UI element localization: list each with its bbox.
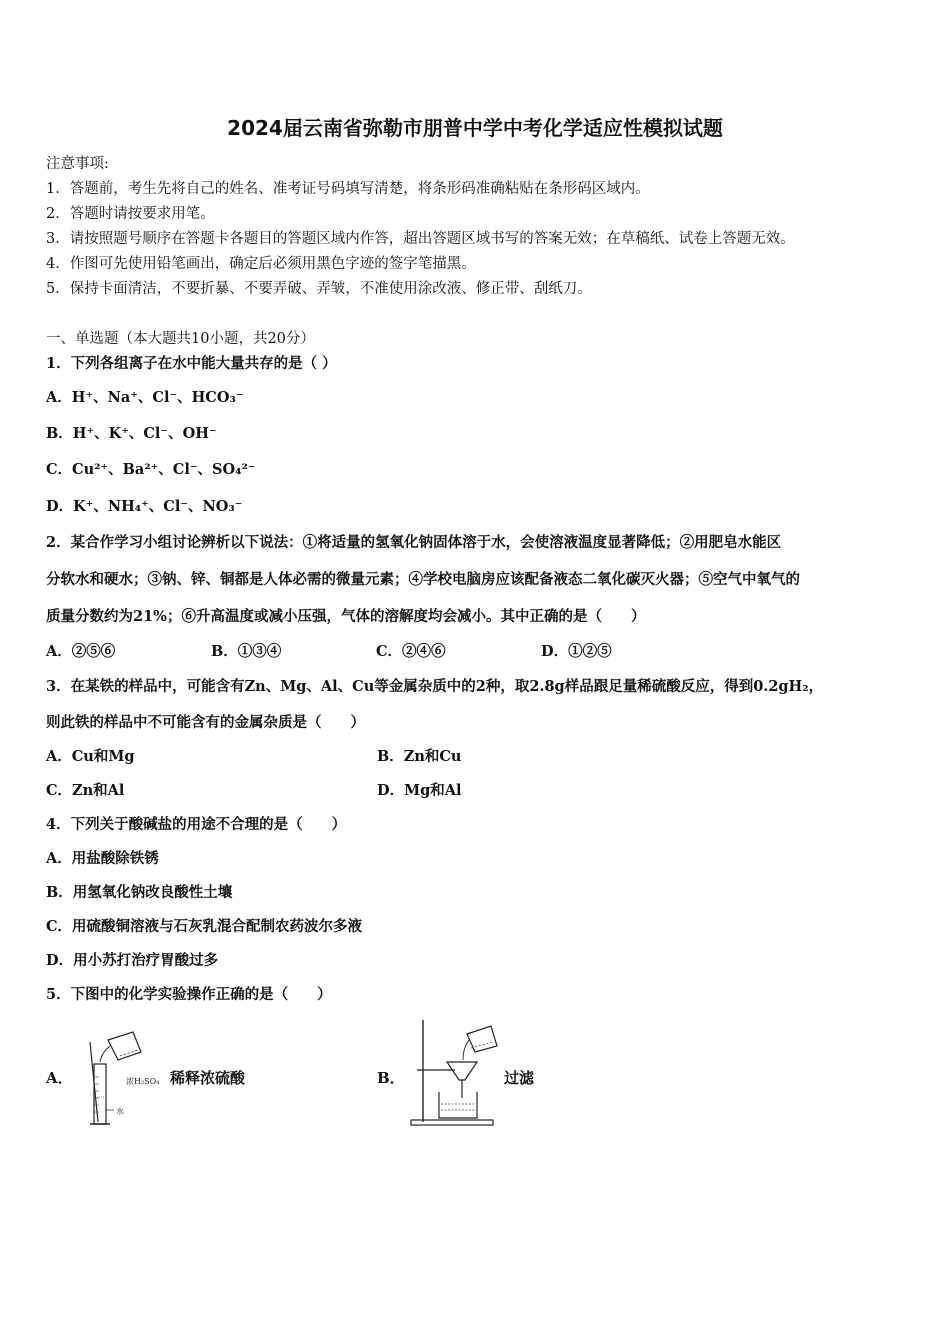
acid-label: 浓H₂SO₄ <box>126 1077 160 1086</box>
question-4-stem: 4．下列关于酸碱盐的用途不合理的是（ ） <box>46 816 347 833</box>
question-1-option-d: D．K⁺、NH₄⁺、Cl⁻、NO₃⁻ <box>46 498 243 515</box>
question-3-line: 则此铁的样品中不可能含有的金属杂质是（ ） <box>46 714 365 731</box>
notice-item: 1．答题前，考生先将自己的姓名、准考证号码填写清楚，将条形码准确粘贴在条形码区域内。 <box>46 181 650 197</box>
dilute-acid-figure <box>78 1022 158 1130</box>
question-4-option-c: C．用硫酸铜溶液与石灰乳混合配制农药波尔多液 <box>46 918 363 935</box>
question-1-stem: 1．下列各组离子在水中能大量共存的是（ ） <box>46 355 337 372</box>
question-3-options-row <box>46 779 708 800</box>
question-5-option-a-letter: A． <box>46 1069 73 1087</box>
notice-item: 4．作图可先使用铅笔画出，确定后必须用黑色字迹的签字笔描黑。 <box>46 256 476 272</box>
notice-heading: 注意事项: <box>46 156 109 172</box>
question-2-line: 分软水和硬水；③钠、锌、铜都是人体必需的微量元素；④学校电脑房应该配备液态二氧化碳灭火器；⑤空气中氧气的 <box>46 571 800 588</box>
question-4-option-d: D．用小苏打治疗胃酸过多 <box>46 952 219 969</box>
question-3-option-d: D．Mg和Al <box>377 782 462 799</box>
question-5-stem: 5．下图中的化学实验操作正确的是（ ） <box>46 986 332 1003</box>
page-title: 2024届云南省弥勒市朋普中学中考化学适应性模拟试题 <box>227 116 723 140</box>
question-3-option-c: C．Zn和Al <box>46 782 125 799</box>
question-1-option-b: B．H⁺、K⁺、Cl⁻、OH⁻ <box>46 425 217 442</box>
question-1-option-a: A．H⁺、Na⁺、Cl⁻、HCO₃⁻ <box>46 389 244 406</box>
notice-item: 5．保持卡面清洁，不要折暴、不要弄破、弄皱，不准使用涂改液、修正带、刮纸刀。 <box>46 281 592 297</box>
question-2-options <box>46 640 706 661</box>
notice-item: 2．答题时请按要求用笔。 <box>46 206 215 222</box>
question-5-option-a-text: 稀释浓硫酸 <box>170 1069 246 1087</box>
water-label: 水 <box>116 1107 124 1116</box>
question-3-option-b: B．Zn和Cu <box>377 748 462 765</box>
question-2-line: 2．某合作学习小组讨论辨析以下说法：①将适量的氢氧化钠固体溶于水，会使溶液温度显著降低；②用肥皂水能区 <box>46 534 782 551</box>
question-2-line: 质量分数约为21%；⑥升高温度或减小压强，气体的溶解度均会减小。其中正确的是（ ） <box>46 608 646 625</box>
question-4-option-a: A．用盐酸除铁锈 <box>46 850 159 867</box>
notice-item: 3．请按照题号顺序在答题卡各题目的答题区域内作答，超出答题区域书写的答案无效；在草稿纸、试卷上答题无效。 <box>46 231 795 247</box>
question-2-option-b: B．①③④ <box>211 643 282 660</box>
question-1-option-c: C．Cu²⁺、Ba²⁺、Cl⁻、SO₄²⁻ <box>46 461 256 478</box>
question-2-option-d: D．①②⑤ <box>541 643 612 660</box>
question-5-option-b-letter: B． <box>377 1069 405 1087</box>
question-5-option-b-text: 过滤 <box>504 1069 535 1087</box>
question-3-options-row <box>46 745 708 766</box>
question-4-option-b: B．用氢氧化钠改良酸性土壤 <box>46 884 233 901</box>
question-3-option-a: A．Cu和Mg <box>46 748 135 765</box>
section-heading: 一、单选题（本大题共10小题，共20分） <box>46 331 315 347</box>
question-3-line: 3．在某铁的样品中，可能含有Zn、Mg、Al、Cu等金属杂质中的2种，取2.8g样品跟足量稀硫酸反应，得到0.2gH₂， <box>46 678 824 695</box>
filtration-figure <box>405 1018 500 1130</box>
question-2-option-c: C．②④⑥ <box>376 643 446 660</box>
question-2-option-a: A．②⑤⑥ <box>46 643 116 660</box>
